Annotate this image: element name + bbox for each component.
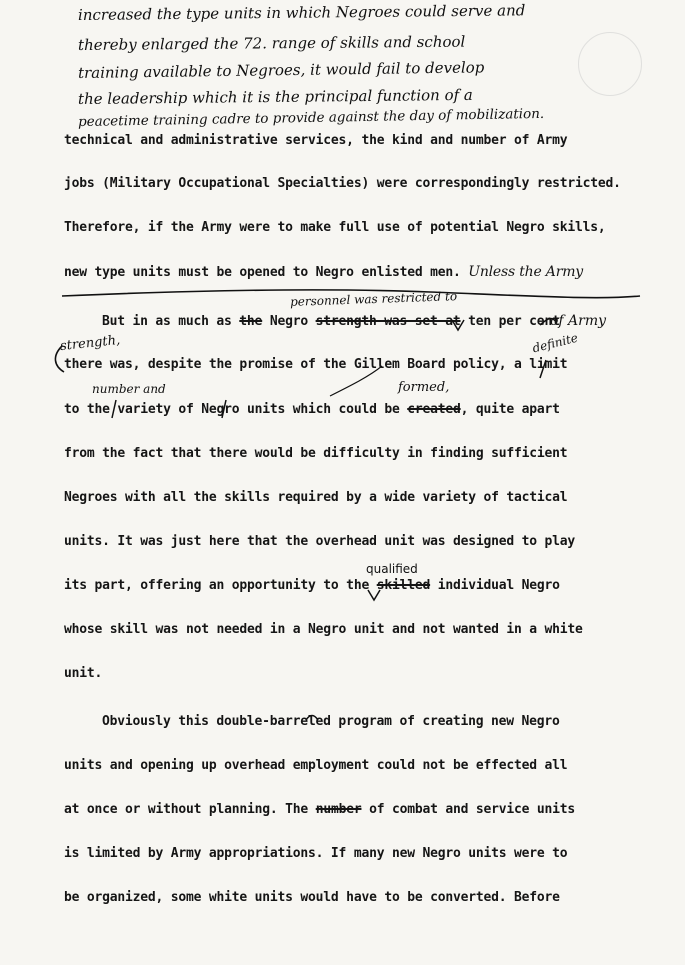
typed-text: , quite apart bbox=[460, 402, 560, 417]
margin-annotation: of Army bbox=[550, 313, 607, 329]
handwritten-line: thereby enlarged the 72. range of skills and school bbox=[77, 32, 466, 54]
caret-mark bbox=[540, 360, 546, 378]
handwritten-insertion: number and bbox=[92, 382, 166, 396]
handwritten-line: training available to Negroes, it would fail to develop bbox=[77, 58, 485, 82]
handwritten-insertion: formed, bbox=[398, 380, 450, 395]
separator-stroke bbox=[62, 290, 640, 298]
handwritten-insertion: definite bbox=[530, 330, 580, 356]
typed-line: Obviously this double-barreled program of creating new Negro bbox=[102, 714, 560, 729]
handwritten-line: the leadership which it is the principal function of a bbox=[77, 85, 473, 108]
typed-line: Therefore, if the Army were to make full use of potential Negro skills, bbox=[64, 220, 606, 235]
caret-mark bbox=[368, 590, 380, 600]
struck-text: the bbox=[239, 314, 263, 329]
margin-annotation: strength, bbox=[59, 332, 121, 355]
handwritten-insertion: qualified bbox=[366, 562, 418, 576]
typed-text: individual Negro bbox=[437, 578, 560, 593]
caret-mark bbox=[540, 318, 556, 325]
struck-text: created bbox=[407, 402, 461, 417]
typed-line: be organized, some white units would have to be converted. Before bbox=[64, 890, 560, 905]
typed-line: from the fact that there would be difficulty in finding sufficient bbox=[64, 446, 568, 461]
handwritten-annotation: Unless the Army bbox=[468, 264, 583, 280]
typed-line: Negroes with all the skills required by a wide variety of tactical bbox=[64, 490, 568, 505]
typed-text: But in as much as bbox=[102, 314, 232, 329]
typed-text: to the variety of Negro units which could be bbox=[64, 402, 400, 417]
typed-line: units and opening up overhead employment could not be effected all bbox=[64, 758, 568, 773]
handwritten-line: increased the type units in which Negroes could serve and bbox=[77, 1, 526, 24]
typed-line-text: new type units must be opened to Negro enlisted men. bbox=[64, 265, 461, 280]
caret-mark bbox=[112, 400, 116, 418]
typed-text: ten per cent bbox=[468, 314, 560, 329]
typed-line: is limited by Army appropriations. If many new Negro units were to bbox=[64, 846, 568, 861]
typed-line: technical and administrative services, the kind and number of Army bbox=[64, 133, 568, 148]
typed-line: unit. bbox=[64, 666, 103, 681]
close-up-mark bbox=[306, 716, 318, 721]
typed-line: whose skill was not needed in a Negro unit and not wanted in a white bbox=[64, 622, 583, 637]
struck-text: number bbox=[315, 802, 362, 817]
handwritten-line: peacetime training cadre to provide against the day of mobilization. bbox=[77, 105, 545, 130]
typed-text: at once or without planning. The bbox=[64, 802, 309, 817]
struck-text: strength was set at bbox=[315, 314, 461, 329]
caret-mark bbox=[452, 320, 464, 330]
caret-mark bbox=[55, 346, 64, 372]
struck-text: skilled bbox=[376, 578, 431, 593]
caret-mark bbox=[222, 400, 226, 418]
typed-line: units. It was just here that the overhead unit was designed to play bbox=[64, 534, 575, 549]
typed-line: there was, despite the promise of the Gillem Board policy, a limit bbox=[64, 357, 568, 372]
connector-line bbox=[330, 366, 382, 396]
typed-text: of combat and service units bbox=[369, 802, 576, 817]
typed-text: its part, offering an opportunity to the bbox=[64, 578, 370, 593]
typed-text: Negro bbox=[269, 314, 308, 329]
handwritten-insertion: personnel was restricted to bbox=[289, 289, 458, 309]
typed-line: jobs (Military Occupational Specialties) were correspondingly restricted. bbox=[64, 176, 621, 191]
